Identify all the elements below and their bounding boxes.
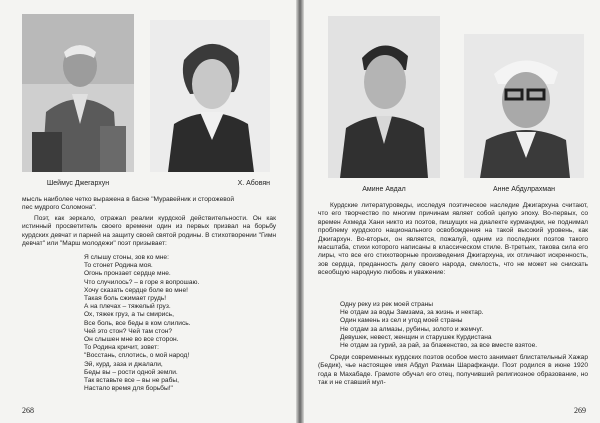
verse-line: А на плечах – тяжелый груз.: [84, 303, 171, 311]
verse-line: Один камень из сел и угод моей страны: [340, 317, 463, 325]
caption-photo-2: Х. Абовян: [237, 180, 270, 187]
verse-line: Ох, тяжек груз, а ты смирись,: [84, 311, 174, 319]
poem-verse: [84, 254, 274, 393]
intro-line: пес мудрого Соломона".: [22, 204, 97, 212]
caption-photo-1: Шеймус Джегархун: [46, 180, 110, 187]
verse-line: Беды вы – рости одной земли.: [84, 368, 178, 376]
verse-line: Я слышу стоны, зов ко мне:: [84, 254, 169, 261]
verse-line: Что случилось? – в горе я вопрошаю.: [84, 278, 200, 286]
page-number-left: 268: [22, 406, 34, 415]
poem-verse: [340, 301, 590, 350]
caption-photo-3: Амине Авдал: [362, 186, 406, 193]
verse-line: Чей это стон? Чей там стон?: [84, 327, 173, 335]
portrait-photo-jegarkhun: [22, 14, 134, 172]
right-page: [304, 0, 600, 423]
portrait-photo-avdal: [328, 16, 440, 178]
verse-line: Огонь пронзает сердце мне.: [84, 270, 171, 278]
intro-line: мысль наиболее четко выражена в басне "Муравейник и сторожевой: [22, 196, 235, 203]
paragraph-text: Курдские литературоведы, исследуя поэтическое наследие Джигархуна считают, что его творчество по многим причинам являет собой целую эпоху. Во-первых, со времен Ахмеда Хани никто из поэтов, пишущих на диалекте курманджи, не поднимал проблему курдского национального освобождения на такой высокий уровень, как Джигархун. Во-вторых, он является, пожалуй, одним из последних поэтов такого масштаба, стихи которого написаны в классическом стиле. В-третьих, такова сила его лиры, что все его стихотворные произведения Джигархуна, их отличают искренность, зов сердца, преданность делу своего народа, смелость, что не может не снискать всеобщую народную любовь и уважение:: [318, 202, 588, 277]
paragraph-text: Поэт, как зеркало, отражал реалии курдской действительности. Он как истинный просветитель своего времени один из первых призвал на борьбу курдских девчат и парней на защиту своей святой родины. В стихотворении "Гимн девчат" или "Марш молодежи" поэт призывает:: [22, 215, 276, 248]
portrait-photo-abovyan: [150, 20, 270, 172]
body-paragraph: [318, 354, 588, 388]
body-paragraph: [318, 202, 588, 278]
verse-line: Так вставьте все – вы не рабы,: [84, 377, 179, 385]
verse-line: Настало время для борьбы!": [84, 385, 173, 393]
verse-line: Такая боль сжимает грудь!: [84, 295, 167, 303]
verse-line: Не отдам за алмазы, рубины, золото и жемчуг.: [340, 325, 484, 333]
verse-line: Девушек, невест, женщин и старушек Курдистана: [340, 333, 492, 341]
page-number-right: 269: [574, 406, 586, 415]
verse-line: "Восстань, сплотись, о мой народ!: [84, 352, 190, 360]
verse-line: То стонет Родина моя.: [84, 262, 153, 270]
verse-line: Эй, курд, заза и джалали,: [84, 360, 163, 368]
verse-line: Все боль, все беды в ком слились.: [84, 319, 191, 327]
verse-line: Он слышен мне во все сторон.: [84, 336, 179, 344]
portrait-photo-abdulrakhman: [464, 34, 584, 178]
book-gutter: [296, 0, 304, 423]
intro-text: [22, 196, 276, 213]
left-page: [0, 0, 296, 423]
verse-line: Не отдам за гурий, за рай, за блаженство, за все вместе взятое.: [340, 342, 538, 350]
caption-photo-4: Анне Абдулрахман: [493, 186, 555, 193]
verse-line: Одну реку из рек моей страны: [340, 301, 434, 308]
verse-line: Хочу сказать сердце боле во мне!: [84, 286, 188, 294]
body-paragraph: [22, 215, 276, 249]
verse-line: То Родина кричит, зовет:: [84, 344, 159, 352]
paragraph-text: Среди современных курдских поэтов особое место занимает блистательный Хажар (Бедик), чье настоящее имя Абдул Рахман Шарафканди. Поэт родился в июне 1920 года в Махабаде. Грамоте обучал его отец, получивший религиозное образование, но так и не ставший мул-: [318, 354, 588, 387]
verse-line: Не отдам за воды Замзама, за жизнь и нектар.: [340, 309, 484, 317]
